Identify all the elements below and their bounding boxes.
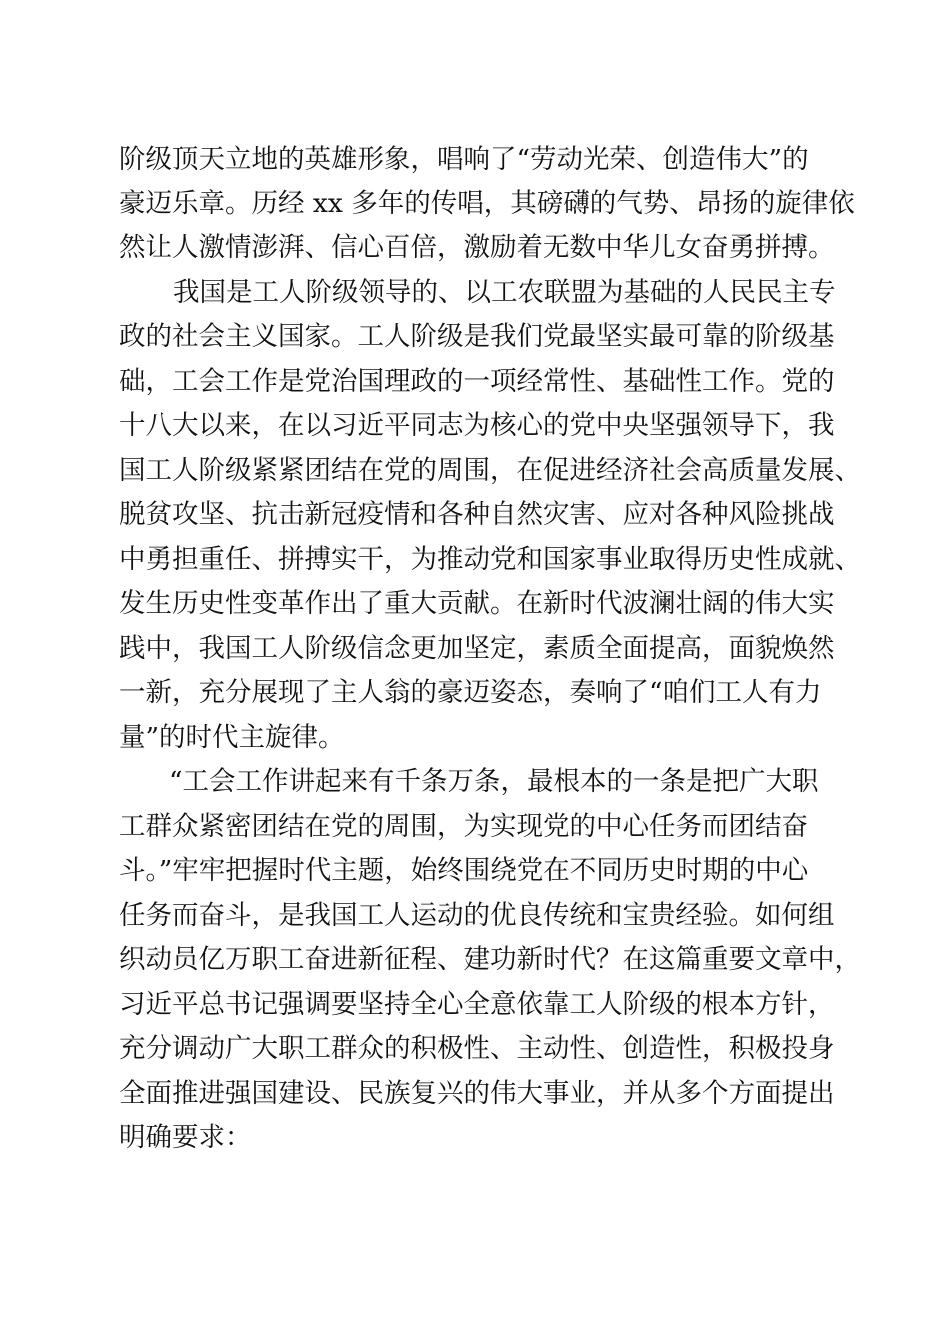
text-line-3: 然让人激情澎湃、信心百倍，激励着无数中华儿女奋勇拼搏。 <box>119 232 835 263</box>
paragraph-3-line-3: 斗。”牢牢把握时代主题，始终围绕党在不同历史时期的中心 <box>119 855 809 886</box>
paragraph-3-line-7: 充分调动广大职工群众的积极性、主动性、创造性，积极投身 <box>119 1033 835 1064</box>
paragraph-2-line-4: 十八大以来，在以习近平同志为核心的党中央坚强领导下，我 <box>119 410 835 441</box>
paragraph-2-line-9: 践中，我国工人阶级信念更加坚定，素质全面提高，面貌焕然 <box>119 633 835 664</box>
paragraph-2-line-11: 量”的时代主旋律。 <box>119 722 345 753</box>
paragraph-3-line-4: 任务而奋斗，是我国工人运动的优良传统和宝贵经验。如何组 <box>119 900 835 931</box>
text-line-2: 豪迈乐章。历经 xx 多年的传唱，其磅礴的气势、昂扬的旋律依 <box>119 188 855 219</box>
paragraph-3-line-2: 工群众紧密团结在党的周围，为实现党的中心任务而团结奋 <box>119 811 808 842</box>
paragraph-2-line-2: 政的社会主义国家。工人阶级是我们党最坚实最可靠的阶级基 <box>119 321 835 352</box>
paragraph-2-line-5: 国工人阶级紧紧团结在党的周围，在促进经济社会高质量发展、 <box>119 455 861 486</box>
paragraph-2-line-1: 我国是工人阶级领导的、以工农联盟为基础的人民民主专 <box>173 277 836 308</box>
paragraph-2-line-3: 础，工会工作是党治国理政的一项经常性、基础性工作。党的 <box>119 366 835 397</box>
text-line-1: 阶级顶天立地的英雄形象，唱响了“劳动光荣、创造伟大”的 <box>119 144 809 175</box>
paragraph-2-line-8: 发生历史性变革作出了重大贡献。在新时代波澜壮阔的伟大实 <box>119 588 835 619</box>
paragraph-2-line-6: 脱贫攻坚、抗击新冠疫情和各种自然灾害、应对各种风险挑战 <box>119 499 835 530</box>
paragraph-2-line-7: 中勇担重任、拼搏实干，为推动党和国家事业取得历史性成就、 <box>119 544 861 575</box>
paragraph-3-line-1: “工会工作讲起来有千条万条，最根本的一条是把广大职 <box>169 766 819 797</box>
paragraph-3-line-6: 习近平总书记强调要坚持全心全意依靠工人阶级的根本方针， <box>119 989 835 1020</box>
paragraph-3-line-8: 全面推进强国建设、民族复兴的伟大事业，并从多个方面提出 <box>119 1078 835 1109</box>
paragraph-3-line-5: 织动员亿万职工奋进新征程、建功新时代？在这篇重要文章中， <box>119 944 861 975</box>
paragraph-3-line-9: 明确要求： <box>119 1122 252 1153</box>
paragraph-2-line-10: 一新，充分展现了主人翁的豪迈姿态，奏响了“咱们工人有力 <box>119 677 822 708</box>
